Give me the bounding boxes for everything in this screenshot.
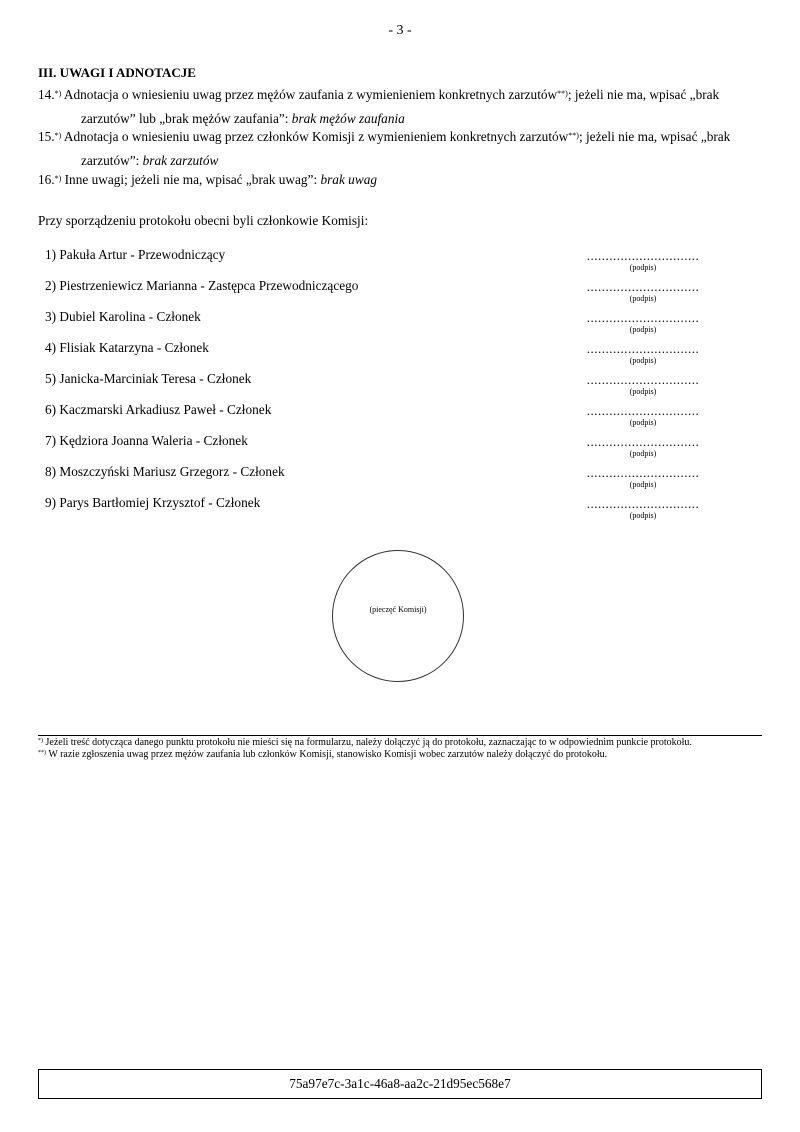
signature-label: (podpis) <box>629 325 657 334</box>
member-name: 7) Kędziora Joanna Waleria - Członek <box>45 433 248 448</box>
footnote-mark: **) <box>557 89 568 98</box>
footnote-text: W razie zgłoszenia uwag przez mężów zaufania lub członków Komisji, stanowisko Komisji wobec zarzutów należy dołączyć do protokołu. <box>46 749 608 760</box>
footnote-text: Jeżeli treść dotycząca danego punktu protokołu nie mieści się na formularzu, należy dołączyć ją do protokołu, zaznaczając to w odpowiednim punkcie protokołu. <box>43 737 692 748</box>
signature-label: (podpis) <box>629 511 657 520</box>
signature-line <box>576 373 710 396</box>
member-name: 9) Parys Bartłomiej Krzysztof - Członek <box>45 495 261 510</box>
footnote-mark: *) <box>54 89 62 98</box>
signature-dots: .............................. <box>586 280 700 294</box>
footnote-mark: *) <box>54 131 62 140</box>
signature-dots: .............................. <box>586 373 700 387</box>
signature-dots: .............................. <box>586 249 700 263</box>
signature-dots: .............................. <box>586 466 700 480</box>
signature-dots: .............................. <box>586 497 700 511</box>
item-number: 16. <box>38 172 55 187</box>
signature-dots: .............................. <box>586 342 700 356</box>
item-number: 15. <box>38 129 55 144</box>
item-text: zarzutów”: <box>81 153 143 168</box>
signature-line <box>576 249 710 272</box>
member-name: 3) Dubiel Karolina - Członek <box>45 309 201 324</box>
stamp-label: (pieczęć Komisji) <box>369 605 427 614</box>
signature-line <box>576 497 710 520</box>
members-intro: Przy sporządzeniu protokołu obecni byli członkowie Komisji: <box>38 213 369 228</box>
signature-label: (podpis) <box>629 449 657 458</box>
footnote-mark: **) <box>38 750 46 756</box>
signature-label: (podpis) <box>629 480 657 489</box>
item-value: brak zarzutów <box>142 153 219 168</box>
signature-line <box>576 311 710 334</box>
signature-label: (podpis) <box>629 294 657 303</box>
footnote-mark: *) <box>38 738 43 744</box>
item-text: Adnotacja o wniesieniu uwag przez członków Komisji z wymienieniem konkretnych zarzutów <box>63 129 569 144</box>
signature-line <box>576 435 710 458</box>
signature-line <box>576 466 710 489</box>
item-text: Adnotacja o wniesieniu uwag przez mężów zaufania z wymienieniem konkretnych zarzutów <box>63 87 558 102</box>
footnote-mark: *) <box>54 174 62 183</box>
item-text: zarzutów” lub „brak mężów zaufania”: <box>81 111 292 126</box>
item-text: ; jeżeli nie ma, wpisać „brak <box>567 87 720 102</box>
footnote <box>38 749 607 762</box>
member-name: 4) Flisiak Katarzyna - Członek <box>45 340 209 355</box>
item-text: ; jeżeli nie ma, wpisać „brak <box>578 129 731 144</box>
remark-item-14 <box>38 84 762 130</box>
item-value: brak uwag <box>320 172 377 187</box>
section-title: III. UWAGI I ADNOTACJE <box>38 65 196 80</box>
item-value: brak mężów zaufania <box>291 111 405 126</box>
member-name: 6) Kaczmarski Arkadiusz Paweł - Członek <box>45 402 272 417</box>
signature-label: (podpis) <box>629 356 657 365</box>
page-number: - 3 - <box>388 23 412 38</box>
document-hash: 75a97e7c-3a1c-46a8-aa2c-21d95ec568e7 <box>38 1069 762 1099</box>
signature-dots: .............................. <box>586 404 700 418</box>
remark-item-15 <box>38 126 762 172</box>
signature-label: (podpis) <box>629 387 657 396</box>
signature-dots: .............................. <box>586 435 700 449</box>
footnote-divider <box>38 735 762 736</box>
signature-line <box>576 342 710 365</box>
signature-label: (podpis) <box>629 418 657 427</box>
item-number: 14. <box>38 87 55 102</box>
member-name: 8) Moszczyński Mariusz Grzegorz - Członek <box>45 464 285 479</box>
member-name: 1) Pakuła Artur - Przewodniczący <box>45 247 226 262</box>
member-name: 2) Piestrzeniewicz Marianna - Zastępca Przewodniczącego <box>45 278 359 293</box>
signature-label: (podpis) <box>629 263 657 272</box>
item-text: Inne uwagi; jeżeli nie ma, wpisać „brak uwag”: <box>61 172 321 187</box>
signature-line <box>576 280 710 303</box>
signature-dots: .............................. <box>586 311 700 325</box>
signature-line <box>576 404 710 427</box>
footnote-mark: **) <box>568 131 579 140</box>
member-name: 5) Janicka-Marciniak Teresa - Członek <box>45 371 252 386</box>
stamp-circle <box>332 550 464 682</box>
remark-item-16 <box>38 169 762 193</box>
